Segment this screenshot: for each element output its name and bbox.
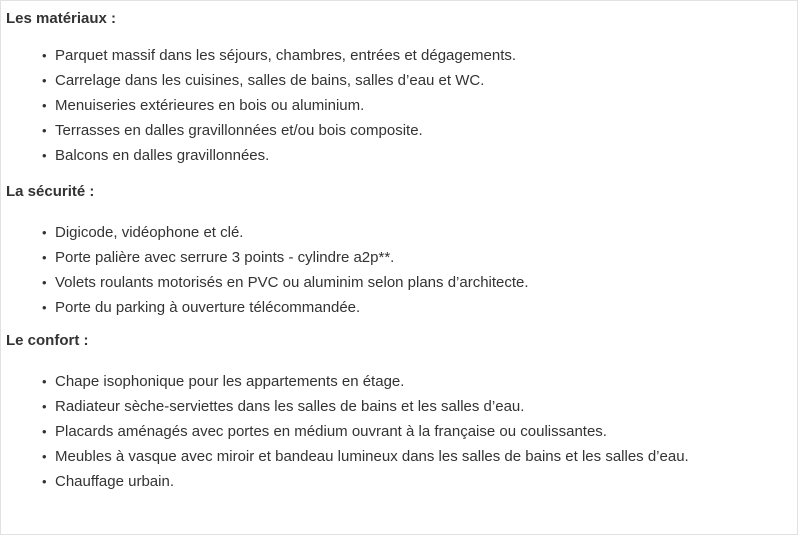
bullet-icon: • [42,225,47,240]
list-materiaux [6,43,796,168]
list-item [6,394,796,419]
list-item [6,43,796,68]
list-item-text: Digicode, vidéophone et clé. [55,224,244,241]
list-confort [6,369,796,494]
list-item-text: Parquet massif dans les séjours, chambres, entrées et dégagements. [55,47,517,64]
list-securite [6,220,796,320]
list-item-text: Chape isophonique pour les appartements en étage. [55,373,405,390]
list-item [6,419,796,444]
list-item-text: Meubles à vasque avec miroir et bandeau lumineux dans les salles de bains et les salles d’eau. [55,448,689,465]
list-item-text: Terrasses en dalles gravillonnées et/ou bois composite. [55,122,423,139]
section-title-securite: La sécurité : [6,183,95,200]
bullet-icon: • [42,73,47,88]
list-item [6,220,796,245]
bullet-icon: • [42,48,47,63]
list-item-text: Porte du parking à ouverture télécommandée. [55,299,361,316]
section-confort [6,332,796,494]
list-item [6,369,796,394]
section-securite [6,183,796,320]
bullet-icon: • [42,275,47,290]
list-item [6,444,796,469]
bullet-icon: • [42,300,47,315]
list-item [6,143,796,168]
list-item-text: Volets roulants motorisés en PVC ou aluminim selon plans d’architecte. [55,274,529,291]
list-item-text: Placards aménagés avec portes en médium ouvrant à la française ou coulissantes. [55,423,607,440]
list-item [6,295,796,320]
list-item-text: Chauffage urbain. [55,473,174,490]
bullet-icon: • [42,123,47,138]
section-title-confort: Le confort : [6,332,89,349]
list-item [6,270,796,295]
bullet-icon: • [42,250,47,265]
bullet-icon: • [42,148,47,163]
bullet-icon: • [42,399,47,414]
section-title-materiaux: Les matériaux : [6,10,117,27]
bullet-icon: • [42,424,47,439]
list-item-text: Carrelage dans les cuisines, salles de bains, salles d’eau et WC. [55,72,485,89]
list-item [6,68,796,93]
bullet-icon: • [42,98,47,113]
list-item-text: Menuiseries extérieures en bois ou aluminium. [55,97,365,114]
list-item-text: Radiateur sèche-serviettes dans les salles de bains et les salles d’eau. [55,398,525,415]
bullet-icon: • [42,374,47,389]
list-item-text: Porte palière avec serrure 3 points - cylindre a2p**. [55,249,395,266]
section-materiaux [6,10,796,168]
list-item [6,118,796,143]
bullet-icon: • [42,474,47,489]
list-item-text: Balcons en dalles gravillonnées. [55,147,270,164]
bullet-icon: • [42,449,47,464]
list-item [6,245,796,270]
list-item [6,469,796,494]
list-item [6,93,796,118]
